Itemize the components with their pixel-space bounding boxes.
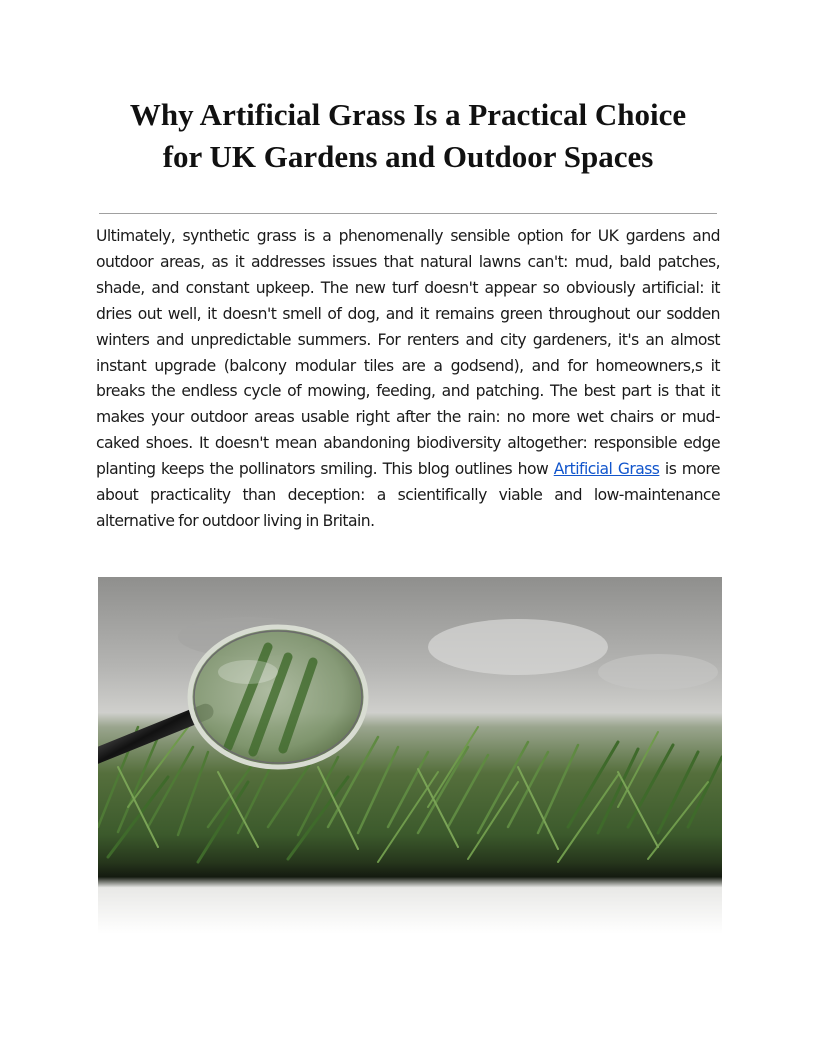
paragraph-text-after-link: is more about practicality than deception: a scientifically viable and low-maintenance alternative for outdoor living in Britain. [96, 460, 720, 530]
page-title [96, 94, 720, 178]
intro-paragraph [96, 224, 720, 535]
paragraph-text-before-link: Ultimately, synthetic grass is a phenomenally sensible option for UK gardens and outdoor areas, as it addresses issues that natural lawns can't: mud, bald patches, shade, and constant upkeep. The new turf doesn't appear so obviously artificial: it dries out well, it doesn't smell of dog, and it remains green throughout our sodden winters and unpredictable summers. For renters and city gardeners, it's an almost instant upgrade (balcony modular tiles are a godsend), and for homeowners,s it breaks the endless cycle of mowing, feeding, and patching. The best part is that it makes your outdoor areas usable right after the rain: no more wet chairs or mud-caked shoes. It doesn't mean abandoning biodiversity altogether: responsible edge planting keeps the pollinators smiling. This blog outlines how [96, 227, 720, 479]
title-line-1: Why Artificial Grass Is a Practical Choice [129, 97, 687, 132]
title-divider [99, 213, 717, 214]
title-line-2: for UK Gardens and Outdoor Spaces [162, 139, 654, 174]
artificial-grass-photo [98, 577, 722, 934]
artificial-grass-link[interactable]: Artificial Grass [553, 460, 660, 479]
